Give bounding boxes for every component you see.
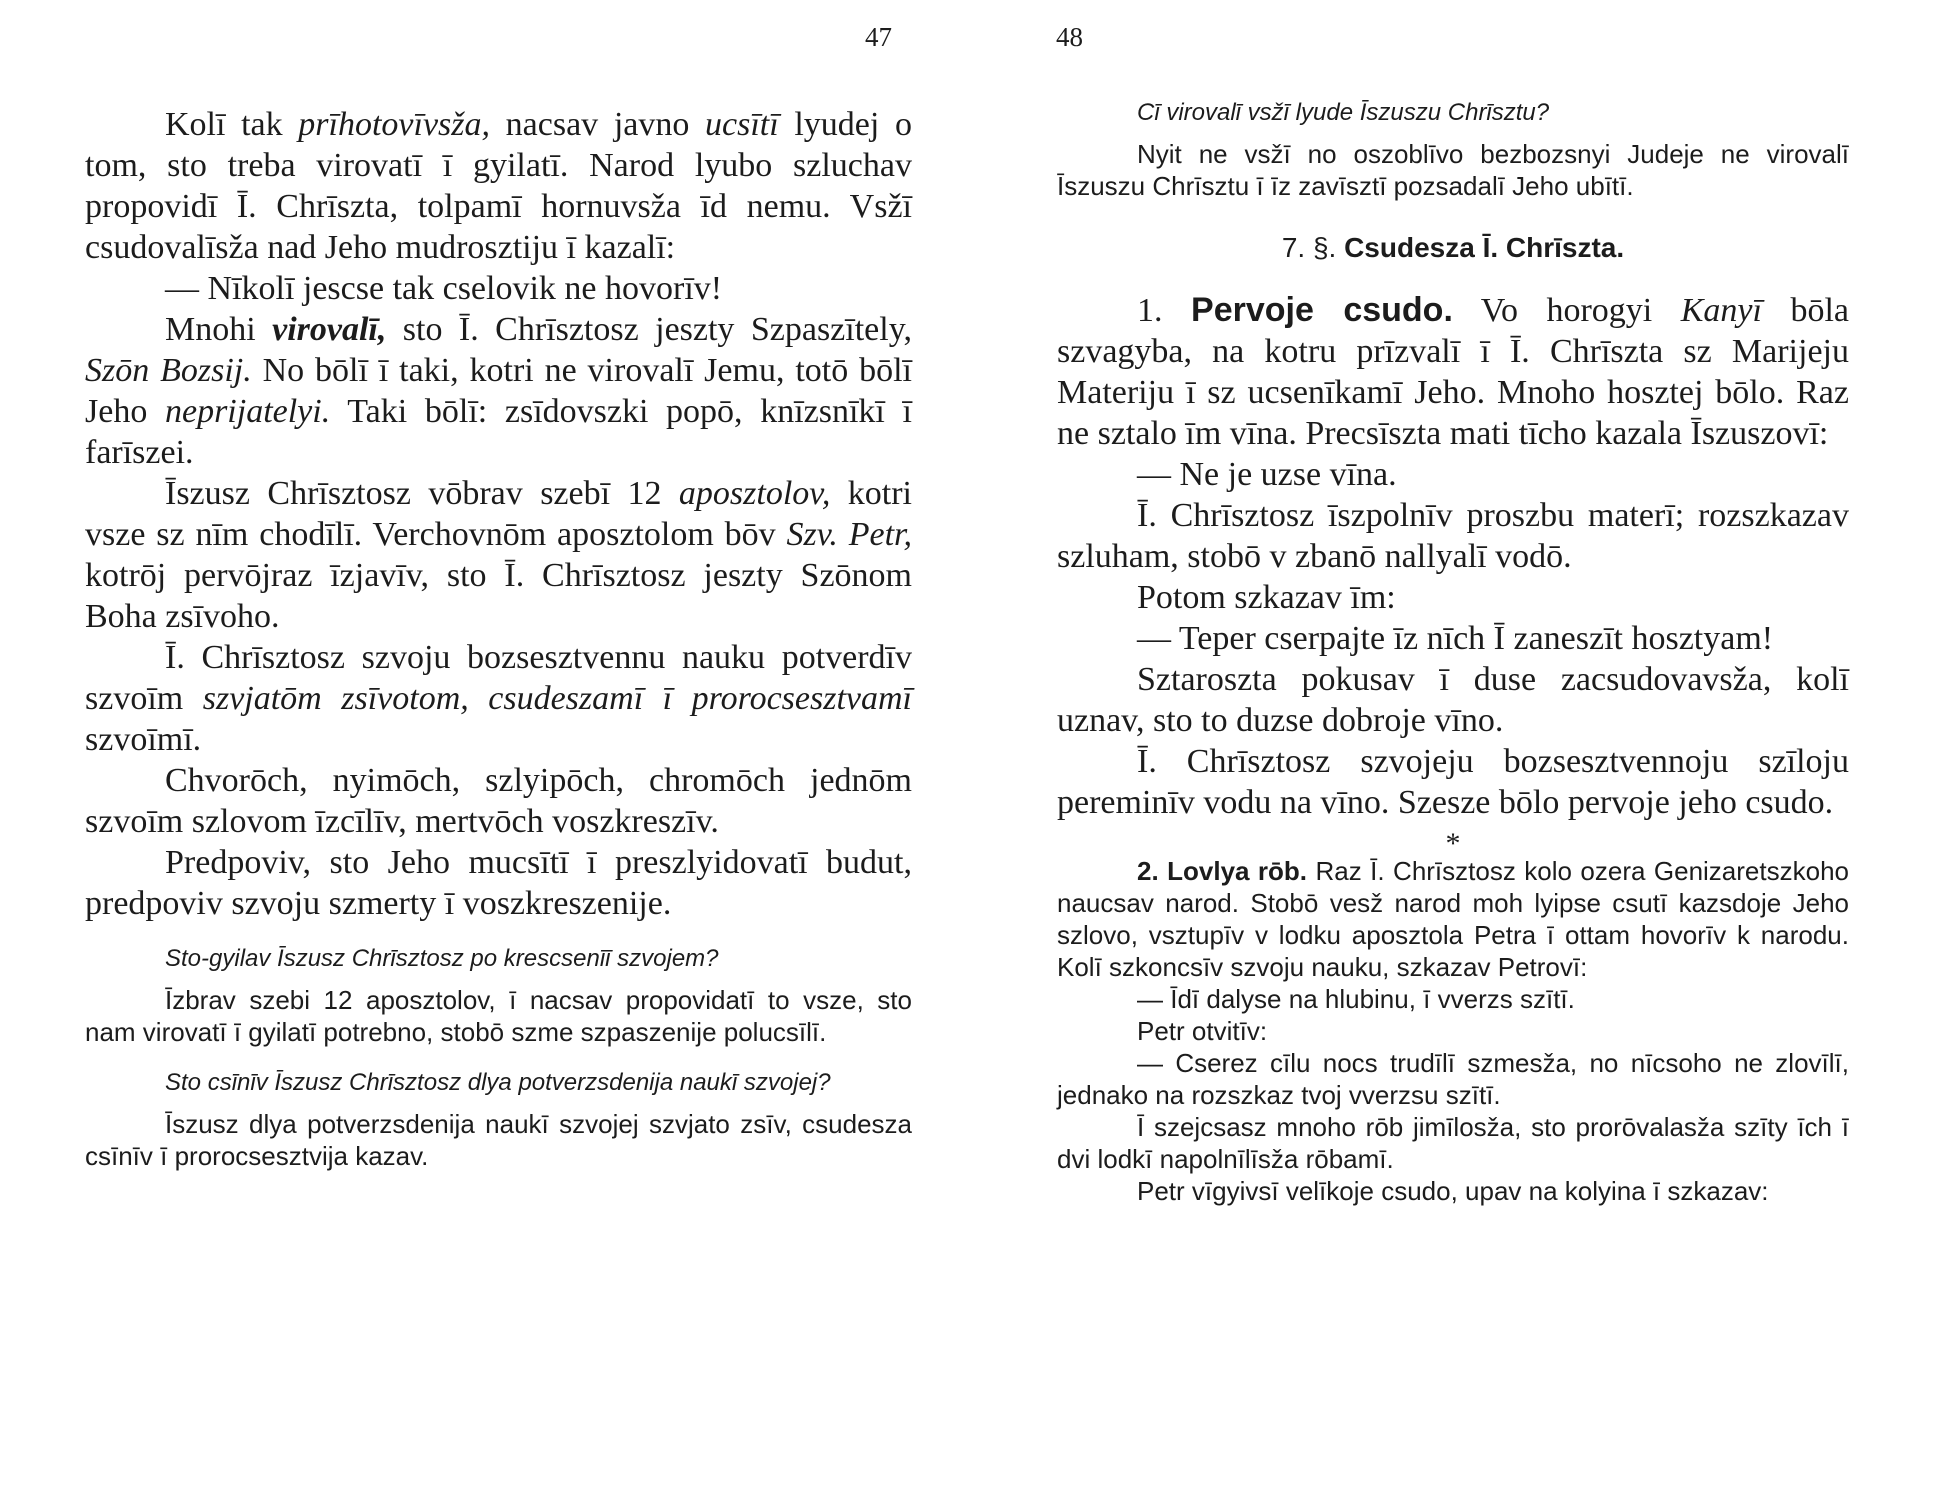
paragraph: — Īdī dalyse na hlubinu, ī vverzs szītī.	[1137, 984, 1575, 1014]
answer: Nyit ne vsžī no oszoblīvo bezbozsnyi Judeje ne virovalī Īszuszu Chrīsztu ī īz zavīsztī pozsadalī Jeho ubītī.	[1057, 139, 1849, 201]
paragraph: 2. Lovlya rōb. Raz Ī. Chrīsztosz kolo ozera Genizaretszkoho naucsav narod. Stobō vesž narod moh lyipse csutī kazsdoje Jeho szlovo, vsztupīv v lodku aposztola Petra ī ottam hovorīv k narodu. Kolī szkoncsīv szvoju nauku, szkazav Petrovī:	[1057, 856, 1849, 982]
page-number: 47	[865, 22, 892, 52]
paragraph: Sztaroszta pokusav ī duse zacsudovavsža, kolī uznav, sto to duzse dobroje vīno.	[1057, 661, 1849, 739]
miracle-title: Lovlya rōb.	[1167, 856, 1308, 886]
question: Sto csīnīv Īszusz Chrīsztosz dlya potverzsdenija naukī szvojej?	[165, 1069, 831, 1096]
section-heading: 7. §. Csudesza Ī. Chrīszta.	[1281, 232, 1625, 263]
right-page	[972, 0, 1944, 1500]
paragraph: — Nīkolī jescse tak cselovik ne hovorīv!	[165, 270, 723, 307]
paragraph: Ī. Chrīsztosz īszpolnīv proszbu materī; rozszkazav szluham, stobō v zbanō nallyalī vodō.	[1057, 497, 1849, 575]
paragraph: Petr vīgyivsī velīkoje csudo, upav na kolyina ī szkazav:	[1137, 1176, 1769, 1206]
paragraph: Chvorōch, nyimōch, szlyipōch, chromōch jednōm szvoīm szlovom īzcīlīv, mertvōch voszkreszīv.	[85, 762, 912, 840]
paragraph: Ī. Chrīsztosz szvojeju bozsesztvennoju szīloju pereminīv vodu na vīno. Szesze bōlo pervoje jeho csudo.	[1057, 743, 1849, 821]
paragraph: Ī. Chrīsztosz szvoju bozsesztvennu nauku potverdīv szvoīm szvjatōm zsīvotom, csudeszamī ī prorocsesztvamī szvoīmī.	[85, 639, 912, 758]
paragraph: Ī szejcsasz mnoho rōb jimīlosža, sto prorōvalasža szīty īch ī dvi lodkī napolnīlīsža rōbamī.	[1057, 1112, 1849, 1174]
miracle-two	[1057, 855, 1849, 1207]
answer: Īzbrav szebi 12 aposztolov, ī nacsav propovidatī to vsze, sto nam virovatī ī gyilatī potrebno, stobō szme szpaszenije polucsīlī.	[85, 985, 912, 1047]
main-text	[85, 104, 912, 924]
paragraph: — Ne je uzse vīna.	[1137, 456, 1397, 493]
paragraph: — Teper cserpajte īz nīch Ī zaneszīt hosztyam!	[1137, 620, 1774, 657]
paragraph: — Cserez cīlu nocs trudīlī szmesža, no nīcsoho ne zlovīlī, jednako na rozszkaz tvoj vverzsu szītī.	[1057, 1048, 1849, 1110]
paragraph: Petr otvitīv:	[1137, 1016, 1268, 1046]
paragraph: Potom szkazav īm:	[1137, 579, 1396, 616]
question: Sto-gyilav Īszusz Chrīsztosz po krescsenīī szvojem?	[165, 945, 719, 972]
page-number: 48	[1056, 22, 1083, 52]
paragraph: 1. Pervoje csudo. Vo horogyi Kanyī bōla szvagyba, na kotru prīzvalī ī Ī. Chrīszta sz Marijeju Materiju ī sz ucsenīkamī Jeho. Mnoho hosztej bōlo. Raz ne sztalo īm vīna. Precsīszta mati tīcho kazala Īszuszovī:	[1057, 291, 1849, 452]
miracle-one	[1057, 290, 1849, 823]
paragraph: Mnohi virovalī, sto Ī. Chrīsztosz jeszty Szpaszītely, Szōn Bozsij. No bōlī ī taki, kotri ne virovalī Jemu, totō bōlī Jeho neprijatelyi. Taki bōlī: zsīdovszki popō, knīzsnīkī ī farīszei.	[85, 311, 912, 471]
answer: Īszusz dlya potverzsdenija naukī szvojej szvjato zsīv, csudesza csīnīv ī prorocsesztvija kazav.	[85, 1109, 912, 1171]
miracle-title: Pervoje csudo.	[1191, 291, 1453, 329]
paragraph: Predpoviv, sto Jeho mucsītī ī preszlyidovatī budut, predpoviv szvoju szmerty ī voszkreszenije.	[85, 844, 912, 922]
separator-asterisk: *	[1445, 827, 1461, 860]
paragraph: Īszusz Chrīsztosz vōbrav szebī 12 aposztolov, kotri vsze sz nīm chodīlī. Verchovnōm aposztolom bōv Szv. Petr, kotrōj pervōjraz īzjavīv, sto Ī. Chrīsztosz jeszty Szōnom Boha zsīvoho.	[85, 475, 913, 635]
question: Cī virovalī vsžī lyude Īszuszu Chrīsztu?	[1137, 99, 1550, 126]
paragraph: Kolī tak prīhotovīvsža, nacsav javno ucsītī lyudej o tom, sto treba virovatī ī gyilatī. Narod lyubo szluchav propovidī Ī. Chrīszta, tolpamī hornuvsža īd nemu. Vsžī csudovalīsža nad Jeho mudrosztiju ī kazalī:	[85, 106, 912, 266]
